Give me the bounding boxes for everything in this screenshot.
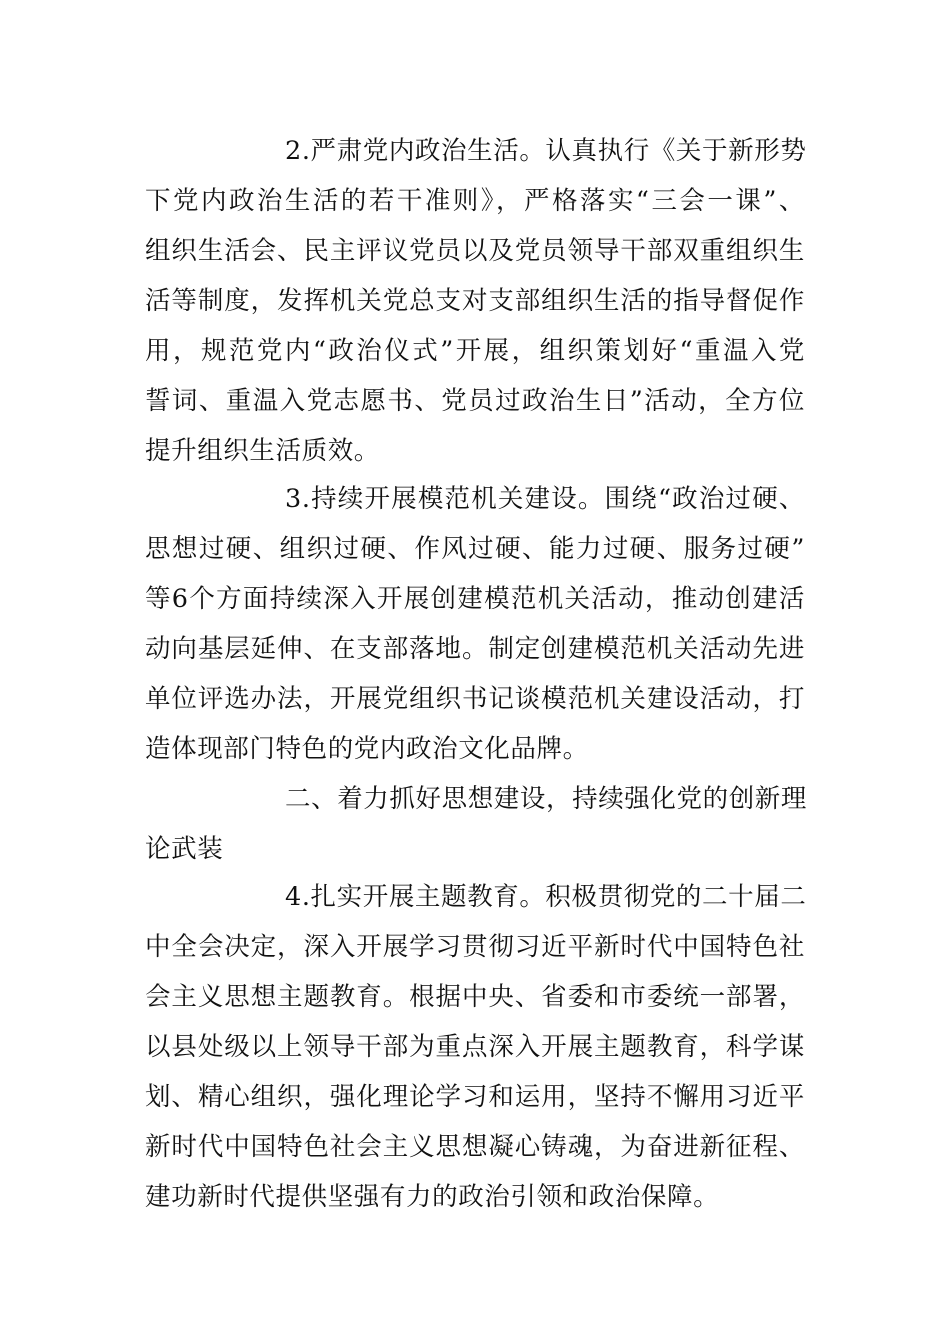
text-line: 中全会决定，深入开展学习贯彻习近平新时代中国特色社: [145, 932, 805, 962]
text-line: 造体现部门特色的党内政治文化品牌。: [145, 734, 589, 764]
text-line: 思想过硬、组织过硬、作风过硬、能力过硬、服务过硬”: [145, 534, 805, 564]
text-line: 提升组织生活质效。: [145, 436, 380, 466]
text-line: 会主义思想主题教育。根据中央、省委和市委统一部署，: [145, 982, 805, 1012]
text-line: 下党内政治生活的若干准则》，严格落实“三会一课”、: [145, 186, 805, 216]
text-line: 划、精心组织，强化理论学习和运用，坚持不懈用习近平: [145, 1082, 805, 1112]
text-line: 等6个方面持续深入开展创建模范机关活动，推动创建活: [145, 584, 805, 614]
text-line: 3.持续开展模范机关建设。围绕“政治过硬、: [285, 484, 805, 514]
heading-line: 二、着力抓好思想建设，持续强化党的创新理: [285, 784, 808, 814]
text-line: 活等制度，发挥机关党总支对支部组织生活的指导督促作: [145, 286, 805, 316]
text-line: 组织生活会、民主评议党员以及党员领导干部双重组织生: [145, 236, 805, 266]
text-line: 用，规范党内“政治仪式”开展，组织策划好“重温入党: [145, 336, 805, 366]
text-line: 2.严肃党内政治生活。认真执行《关于新形势: [285, 136, 807, 166]
text-line: 建功新时代提供坚强有力的政治引领和政治保障。: [145, 1182, 720, 1212]
text-line: 誓词、重温入党志愿书、党员过政治生日”活动，全方位: [145, 386, 805, 416]
text-line: 单位评选办法，开展党组织书记谈模范机关建设活动，打: [145, 684, 805, 714]
heading-line: 论武装: [145, 834, 224, 864]
text-line: 动向基层延伸、在支部落地。制定创建模范机关活动先进: [145, 634, 805, 664]
text-line: 新时代中国特色社会主义思想凝心铸魂，为奋进新征程、: [145, 1132, 805, 1162]
text-line: 4.扎实开展主题教育。积极贯彻党的二十届二: [285, 882, 807, 912]
text-line: 以县处级以上领导干部为重点深入开展主题教育，科学谋: [145, 1032, 805, 1062]
